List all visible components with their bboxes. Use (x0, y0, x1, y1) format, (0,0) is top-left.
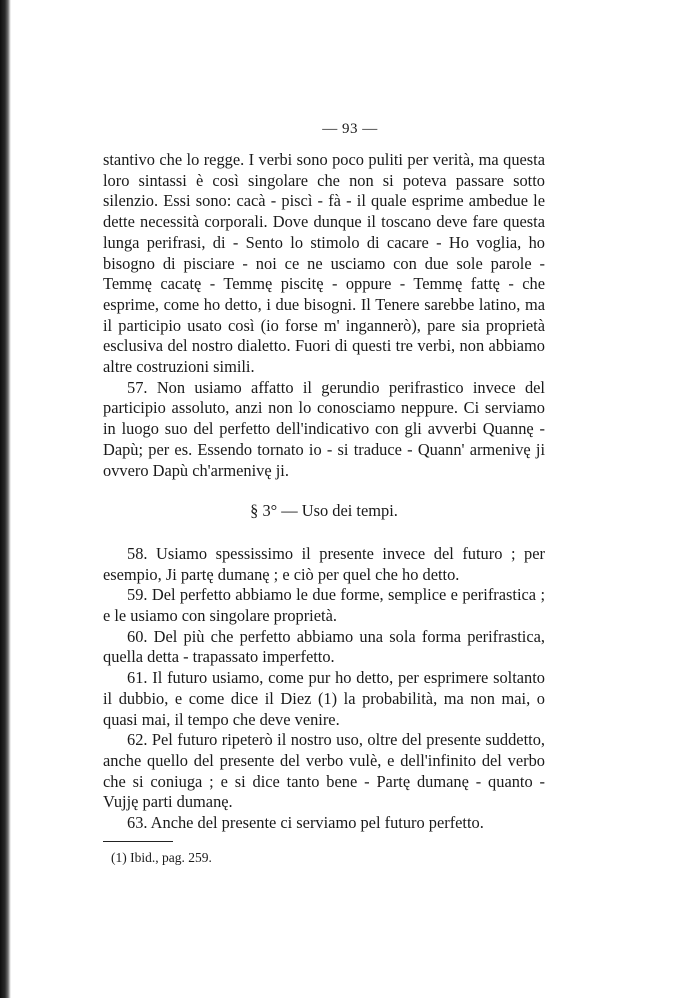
scan-binding-edge (0, 0, 11, 998)
paragraph-63: 63. Anche del presente ci serviamo pel futuro perfetto. (127, 813, 484, 833)
paragraph-59: 59. Del perfetto abbiamo le due forme, semplice e perifrastica ; e le usiamo con singolare proprietà. (103, 585, 545, 626)
page-body (103, 150, 545, 868)
footnote-divider (103, 841, 173, 842)
paragraph-57: 57. Non usiamo affatto il gerundio perifrastico invece del participio assoluto, anzi non lo conosciamo neppure. Ci serviamo in luogo suo del perfetto dell'indicativo con gli avverbi Quannę - Dapù; per es. Essendo tornato io - si traduce - Quann' armenivę ji ovvero Dapù ch'armenivę ji. (103, 377, 545, 480)
section-heading: § 3° — Uso dei tempi. (250, 501, 398, 521)
paragraph-60: 60. Del più che perfetto abbiamo una sola forma perifrastica, quella detta - trapassato imperfetto. (103, 626, 545, 667)
paragraph-continuation: stantivo che lo regge. I verbi sono poco puliti per verità, ma questa loro sintassi è così singolare che non si poteva passare sotto silenzio. Essi sono: cacà - piscì - fà - il quale esprime ambedue le dette necessità corporali. Dove dunque il toscano deve fare questa lunga perifrasi, di - Sento lo stimolo di cacare - Ho voglia, ho bisogno di pisciare - noi ce ne usciamo con due sole parole - Temmę cacatę - Temmę piscitę - oppure - Temmę fattę - che esprime, come ho detto, i due bisogni. Il Tenere sarebbe latino, ma il participio usato così (io forse m' ingannerò), pare sia proprietà esclusiva del nostro dialetto. Fuori di questi tre verbi, non abbiamo altre costruzioni simili. (103, 150, 545, 377)
page-number: — 93 — (322, 121, 378, 137)
paragraph-58: 58. Usiamo spessissimo il presente invece del futuro ; per esempio, Ji partę dumanę ; e ciò per quel che ho detto. (103, 543, 545, 584)
paragraph-62: 62. Pel futuro ripeterò il nostro uso, oltre del presente suddetto, anche quello del presente del verbo vulè, e dell'infinito del verbo che si coniuga ; e si dice tanto bene - Partę dumanę - quanto - Vujję parti dumanę. (103, 730, 545, 812)
footnote: (1) Ibid., pag. 259. (111, 849, 212, 865)
paragraph-61: 61. Il futuro usiamo, come pur ho detto, per esprimere soltanto il dubbio, e come dice il Diez (1) la probabilità, ma non mai, o quasi mai, il tempo che deve venire. (103, 668, 545, 729)
